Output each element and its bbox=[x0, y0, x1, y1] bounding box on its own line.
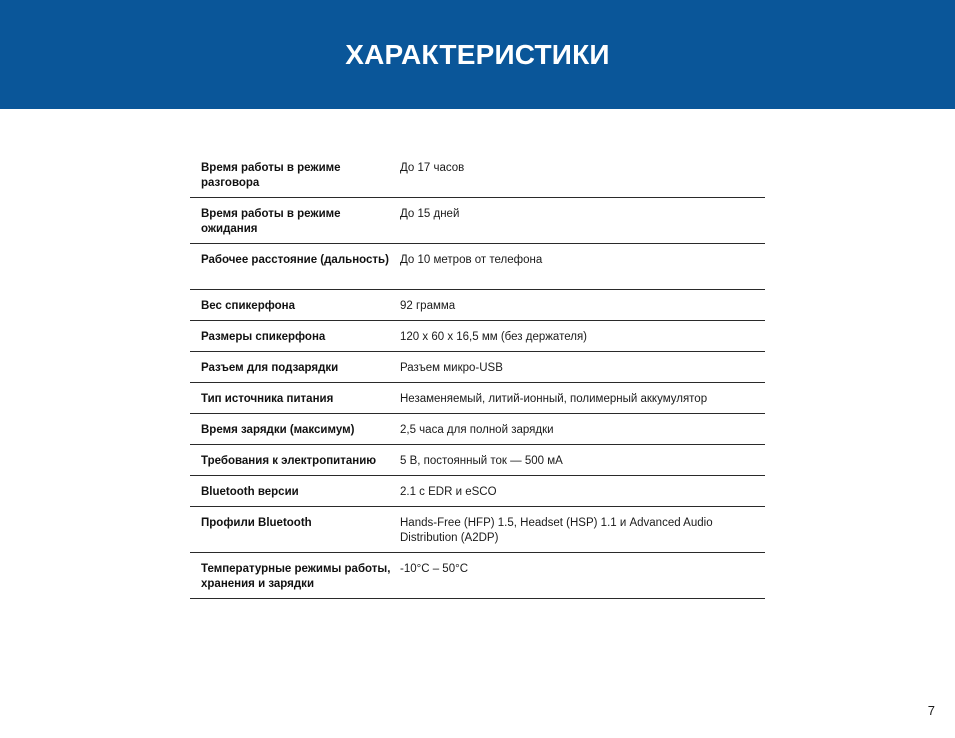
spec-row-weight bbox=[190, 290, 765, 321]
spec-label: Рабочее расстояние (дальность) bbox=[201, 254, 389, 266]
spec-label: Требования к электропитанию bbox=[201, 455, 377, 467]
spec-value: Hands-Free (HFP) 1.5, Headset (HSP) 1.1 и Advanced Audio Distribution (A2DP) bbox=[400, 517, 713, 544]
spec-value: Разъем микро-USB bbox=[400, 362, 503, 374]
spec-label: Bluetooth версии bbox=[201, 486, 299, 498]
spec-label: Время работы в режиме разговора bbox=[201, 162, 341, 189]
spec-row-standby-time bbox=[190, 198, 765, 244]
spec-value: До 10 метров от телефона bbox=[400, 254, 543, 266]
spec-value: 2,5 часа для полной зарядки bbox=[400, 424, 554, 436]
spec-value: 120 x 60 x 16,5 мм (без держателя) bbox=[400, 331, 587, 343]
spec-label: Тип источника питания bbox=[201, 393, 334, 405]
spec-row-dimensions bbox=[190, 321, 765, 352]
spec-value: 92 грамма bbox=[400, 300, 456, 312]
page-title: ХАРАКТЕРИСТИКИ bbox=[345, 39, 610, 70]
spec-row-power-requirements bbox=[190, 445, 765, 476]
spec-row-temperature bbox=[190, 553, 765, 599]
spec-label: Время зарядки (максимум) bbox=[201, 424, 355, 436]
spec-value: До 15 дней bbox=[400, 208, 460, 220]
spec-row-charge-time bbox=[190, 414, 765, 445]
spec-value: До 17 часов bbox=[400, 162, 465, 174]
page-number: 7 bbox=[927, 703, 935, 718]
spec-label: Профили Bluetooth bbox=[201, 517, 312, 529]
spec-label: Время работы в режиме ожидания bbox=[201, 208, 341, 235]
spec-row-charging-port bbox=[190, 352, 765, 383]
spec-value: -10°C – 50°C bbox=[400, 563, 469, 575]
spec-row-power-source bbox=[190, 383, 765, 414]
spec-label: Вес спикерфона bbox=[201, 300, 296, 312]
spec-label: Разъем для подзарядки bbox=[201, 362, 339, 374]
spec-row-bluetooth-version bbox=[190, 476, 765, 507]
spec-row-range bbox=[190, 244, 765, 290]
spec-table bbox=[190, 152, 765, 599]
spec-row-talk-time bbox=[190, 152, 765, 198]
spec-row-bluetooth-profiles bbox=[190, 507, 765, 553]
spec-value: Незаменяемый, литий-ионный, полимерный аккумулятор bbox=[400, 393, 708, 405]
spec-label: Размеры спикерфона bbox=[201, 331, 326, 343]
spec-label: Температурные режимы работы, хранения и зарядки bbox=[201, 563, 391, 590]
spec-value: 5 В, постоянный ток — 500 мА bbox=[400, 455, 563, 467]
spec-value: 2.1 с EDR и eSCO bbox=[400, 486, 497, 498]
header-banner bbox=[0, 0, 955, 109]
